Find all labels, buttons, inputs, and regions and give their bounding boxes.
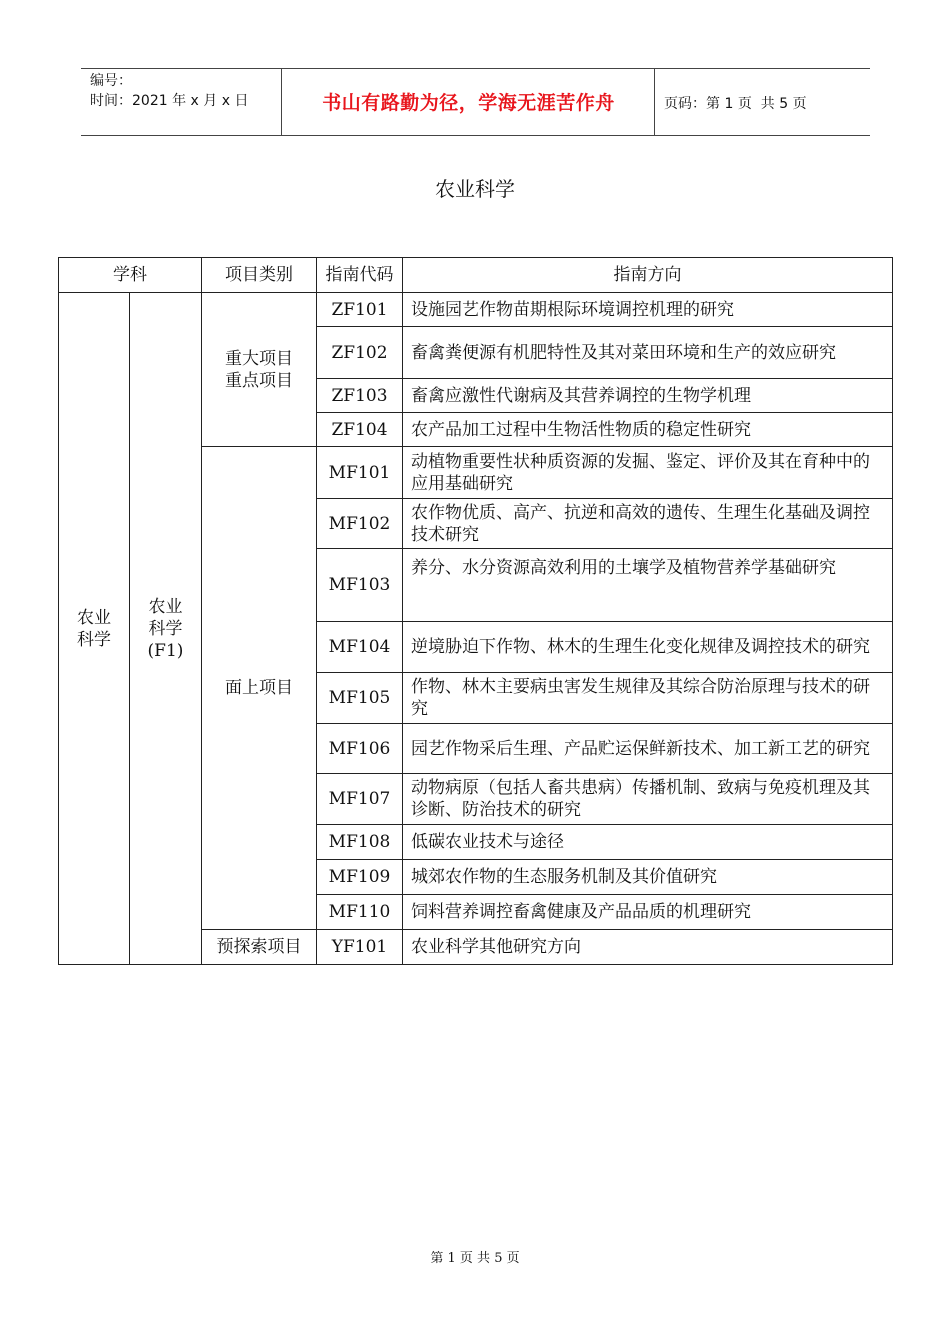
code-cell: YF101 (317, 930, 403, 965)
direction-cell: 农产品加工过程中生物活性物质的稳定性研究 (403, 413, 893, 447)
code-cell: ZF104 (317, 413, 403, 447)
direction-cell: 畜禽应激性代谢病及其营养调控的生物学机理 (403, 379, 893, 413)
direction-cell: 城郊农作物的生态服务机制及其价值研究 (403, 860, 893, 895)
header-top-rule (81, 68, 870, 69)
code-cell: MF104 (317, 622, 403, 673)
header-subject: 学科 (59, 258, 202, 293)
direction-cell: 作物、林木主要病虫害发生规律及其综合防治原理与技术的研究 (403, 673, 893, 724)
page-current: 1 (724, 96, 734, 112)
direction-cell: 农作物优质、高产、抗逆和高效的遗传、生理生化基础及调控技术研究 (403, 499, 893, 549)
page-title: 农业科学 (435, 177, 515, 201)
category-cell: 面上项目 (202, 447, 317, 930)
header-meta (90, 71, 248, 111)
direction-cell: 畜禽粪便源有机肥特性及其对菜田环境和生产的效应研究 (403, 327, 893, 379)
page-end: 页 (792, 96, 807, 112)
direction-cell: 动植物重要性状种质资源的发掘、鉴定、评价及其在育种中的应用基础研究 (403, 447, 893, 499)
direction-cell: 养分、水分资源高效利用的土壤学及植物营养学基础研究 (403, 549, 893, 622)
page-mid: 页 共 (737, 96, 775, 112)
page-footer (0, 1247, 950, 1266)
footer-prefix: 第 (430, 1251, 444, 1266)
header-page-info (664, 93, 807, 113)
code-cell: ZF101 (317, 293, 403, 327)
code-cell: MF109 (317, 860, 403, 895)
code-cell: MF106 (317, 724, 403, 774)
header-bottom-rule (81, 135, 870, 136)
category-cell: 预探索项目 (202, 930, 317, 965)
header-motto: 书山有路勤为径，学海无涯苦作舟 (322, 92, 615, 114)
category-cell: 重大项目 重点项目 (202, 293, 317, 447)
code-cell: MF110 (317, 895, 403, 930)
code-cell: MF108 (317, 825, 403, 860)
code-cell: MF107 (317, 774, 403, 825)
header-direction: 指南方向 (403, 258, 893, 293)
number-label: 编号： (90, 73, 132, 89)
direction-cell: 逆境胁迫下作物、林木的生理生化变化规律及调控技术的研究 (403, 622, 893, 673)
footer-total: 5 (494, 1251, 503, 1266)
table-header-row (59, 258, 893, 293)
footer-current: 1 (447, 1251, 456, 1266)
discipline-cell: 农业科学 (59, 293, 130, 965)
footer-suffix: 页 (506, 1251, 520, 1266)
table-row (59, 293, 893, 327)
direction-cell: 园艺作物采后生理、产品贮运保鲜新技术、加工新工艺的研究 (403, 724, 893, 774)
header-divider-left (281, 69, 282, 136)
code-cell: MF103 (317, 549, 403, 622)
code-cell: ZF102 (317, 327, 403, 379)
subject-cell: 农业科学(F1) (130, 293, 202, 965)
direction-cell: 动物病原（包括人畜共患病）传播机制、致病与免疫机理及其诊断、防治技术的研究 (403, 774, 893, 825)
code-cell: MF101 (317, 447, 403, 499)
direction-cell: 饲料营养调控畜禽健康及产品品质的机理研究 (403, 895, 893, 930)
direction-cell: 农业科学其他研究方向 (403, 930, 893, 965)
header-divider-right (654, 69, 655, 136)
direction-cell: 低碳农业技术与途径 (403, 825, 893, 860)
code-cell: ZF103 (317, 379, 403, 413)
code-cell: MF102 (317, 499, 403, 549)
footer-mid: 页 共 (459, 1251, 491, 1266)
page-total: 5 (779, 96, 789, 112)
page-label: 页码：第 (664, 96, 720, 112)
header-category: 项目类别 (202, 258, 317, 293)
code-cell: MF105 (317, 673, 403, 724)
direction-cell: 设施园艺作物苗期根际环境调控机理的研究 (403, 293, 893, 327)
header-code: 指南代码 (317, 258, 403, 293)
time-label: 时间：2021 年 x 月 x 日 (90, 93, 249, 109)
guide-table (58, 257, 893, 965)
